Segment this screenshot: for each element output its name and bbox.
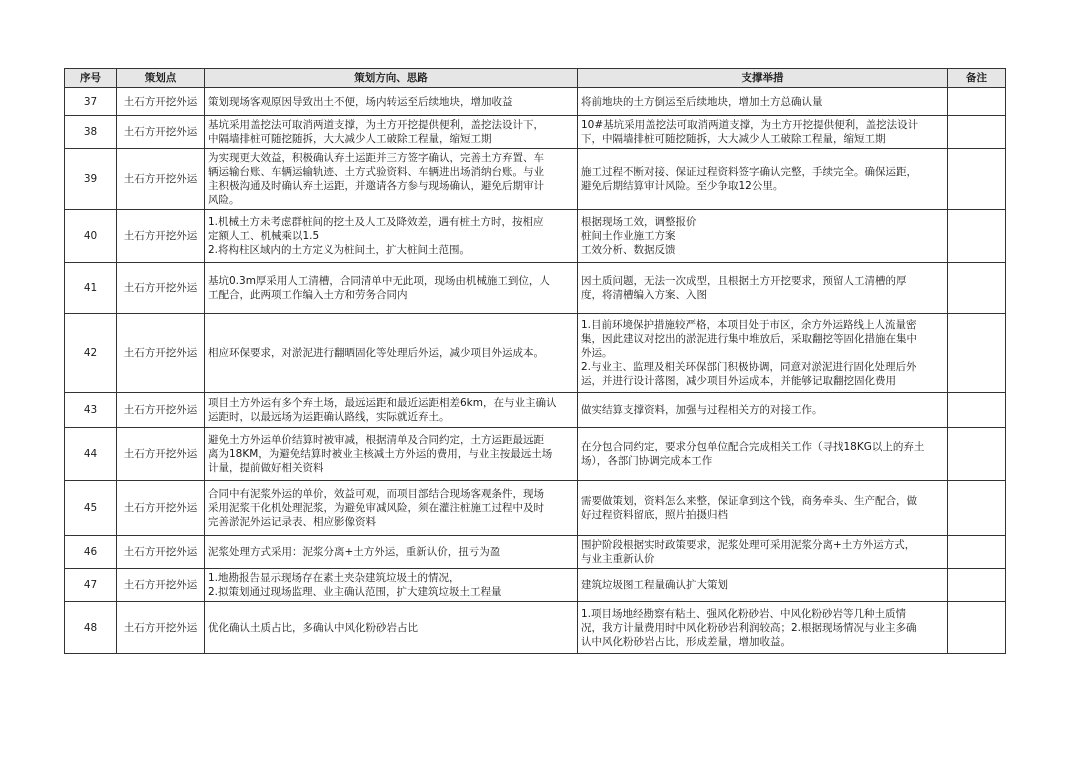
row-note [948,481,1006,536]
row-planning-point: 土石方开挖外运 [117,602,205,654]
planning-table-container [64,68,1005,654]
row-measure: 因土质问题，无法一次成型，且根据土方开挖要求，预留人工清槽的厚 度，将清槽编入方案、入图 [578,263,948,314]
row-direction: 策划现场客观原因导致出土不便，场内转运至后续地块，增加收益 [205,88,578,116]
row-direction: 优化确认土质占比，多确认中风化粉砂岩占比 [205,602,578,654]
table-row [65,569,1006,602]
table-row [65,428,1006,481]
row-note [948,88,1006,116]
row-index: 46 [65,536,117,569]
row-note [948,536,1006,569]
row-planning-point: 土石方开挖外运 [117,393,205,428]
row-index: 48 [65,602,117,654]
row-planning-point: 土石方开挖外运 [117,428,205,481]
row-direction: 1.地勘报告显示现场存在素土夹杂建筑垃圾土的情况， 2.拟策划通过现场监理、业主确认范围，扩大建筑垃圾土工程量 [205,569,578,602]
row-note [948,569,1006,602]
table-row [65,210,1006,263]
row-planning-point: 土石方开挖外运 [117,481,205,536]
row-planning-point: 土石方开挖外运 [117,263,205,314]
row-direction: 泥浆处理方式采用：泥浆分离+土方外运，重新认价，扭亏为盈 [205,536,578,569]
row-direction: 1.机械土方未考虑群桩间的挖土及人工及降效差，遇有桩土方时，按相应 定额人工、机械乘以1.5 2.将构柱区域内的土方定义为桩间土，扩大桩间土范围。 [205,210,578,263]
row-index: 39 [65,149,117,210]
table-row [65,314,1006,393]
table-row [65,116,1006,149]
row-direction: 基坑采用盖挖法可取消两道支撑，为土方开挖提供便利，盖挖法设计下， 中隔墙排桩可随挖随拆，大大减少人工破除工程量，缩短工期 [205,116,578,149]
row-measure: 在分包合同约定，要求分包单位配合完成相关工作（寻找18KG以上的弃土 场），各部门协调完成本工作 [578,428,948,481]
row-index: 38 [65,116,117,149]
row-index: 40 [65,210,117,263]
table-row [65,88,1006,116]
row-index: 37 [65,88,117,116]
row-note [948,393,1006,428]
row-note [948,428,1006,481]
table-row [65,263,1006,314]
row-measure: 建筑垃圾图工程量确认扩大策划 [578,569,948,602]
row-index: 41 [65,263,117,314]
row-planning-point: 土石方开挖外运 [117,536,205,569]
row-measure: 10#基坑采用盖挖法可取消两道支撑，为土方开挖提供便利，盖挖法设计 下，中隔墙排桩可随挖随拆，大大减少人工破除工程量，缩短工期 [578,116,948,149]
row-measure: 将前地块的土方倒运至后续地块，增加土方总确认量 [578,88,948,116]
row-measure: 围护阶段根据实时政策要求，泥浆处理可采用泥浆分离+土方外运方式， 与业主重新认价 [578,536,948,569]
row-note [948,314,1006,393]
row-note [948,602,1006,654]
table-row [65,481,1006,536]
row-planning-point: 土石方开挖外运 [117,149,205,210]
row-note [948,149,1006,210]
row-note [948,116,1006,149]
table-row [65,536,1006,569]
planning-table [64,68,1006,654]
row-planning-point: 土石方开挖外运 [117,569,205,602]
row-index: 42 [65,314,117,393]
row-direction: 合同中有泥浆外运的单价，效益可观，而项目部结合现场客观条件，现场 采用泥浆干化机处理泥浆，为避免审减风险，须在灌注桩施工过程中及时 完善淤泥外运记录表、相应影像资料 [205,481,578,536]
header-remarks: 备注 [948,69,1006,88]
header-index: 序号 [65,69,117,88]
row-index: 43 [65,393,117,428]
table-row [65,149,1006,210]
row-direction: 避免土方外运单价结算时被审减，根据清单及合同约定，土方运距最远距 离为18KM，为避免结算时被业主核减土方外运的费用，与业主按最远土场 计量，提前做好相关资料 [205,428,578,481]
row-index: 47 [65,569,117,602]
table-row [65,602,1006,654]
row-measure: 需要做策划，资料怎么来整，保证拿到这个钱，商务牵头、生产配合，做 好过程资料留底，照片拍摄归档 [578,481,948,536]
row-measure: 施工过程不断对接、保证过程资料签字确认完整，手续完全。确保运距， 避免后期结算审计风险。至少争取12公里。 [578,149,948,210]
header-direction: 策划方向、思路 [205,69,578,88]
row-planning-point: 土石方开挖外运 [117,116,205,149]
row-direction: 为实现更大效益，积极确认弃土运距并三方签字确认，完善土方弃置、车 辆运输台账、车辆运输轨迹、土方式验资料、车辆进出场消纳台账。与业 主积极沟通及时确认弃土运距，并邀请各方参与现场确认，避免后期审计 风险。 [205,149,578,210]
row-direction: 基坑0.3m厚采用人工清槽，合同清单中无此项，现场由机械施工到位，人 工配合，此两项工作编入土方和劳务合同内 [205,263,578,314]
row-measure: 做实结算支撑资料，加强与过程相关方的对接工作。 [578,393,948,428]
header-planning-point: 策划点 [117,69,205,88]
row-index: 44 [65,428,117,481]
row-measure: 1.项目场地经勘察有粘土、强风化粉砂岩、中风化粉砂岩等几种土质情 况，我方计量费用时中风化粉砂岩利润较高；2.根据现场情况与业主多确 认中风化粉砂岩占比，形成差量，增加收益。 [578,602,948,654]
row-measure: 根据现场工效，调整报价 桩间土作业施工方案 工效分析、数据反馈 [578,210,948,263]
row-index: 45 [65,481,117,536]
row-planning-point: 土石方开挖外运 [117,88,205,116]
table-row [65,393,1006,428]
row-direction: 项目土方外运有多个弃土场，最远运距和最近运距相差6km，在与业主确认 运距时，以最远场为运距确认路线，实际就近弃土。 [205,393,578,428]
row-planning-point: 土石方开挖外运 [117,210,205,263]
header-measures: 支撑举措 [578,69,948,88]
row-measure: 1.目前环境保护措施较严格，本项目处于市区，余方外运路线上人流量密 集，因此建议对挖出的淤泥进行集中堆放后，采取翻挖等固化措施在集中 外运。 2.与业主、监理及相关环保部门积极协调，同意对淤泥进行固化处理后外 运，并进行设计落图，减少项目外运成本，并能够记取翻挖固化费用 [578,314,948,393]
table-header-row [65,69,1006,88]
row-direction: 相应环保要求，对淤泥进行翻晒固化等处理后外运，减少项目外运成本。 [205,314,578,393]
row-planning-point: 土石方开挖外运 [117,314,205,393]
row-note [948,210,1006,263]
row-note [948,263,1006,314]
